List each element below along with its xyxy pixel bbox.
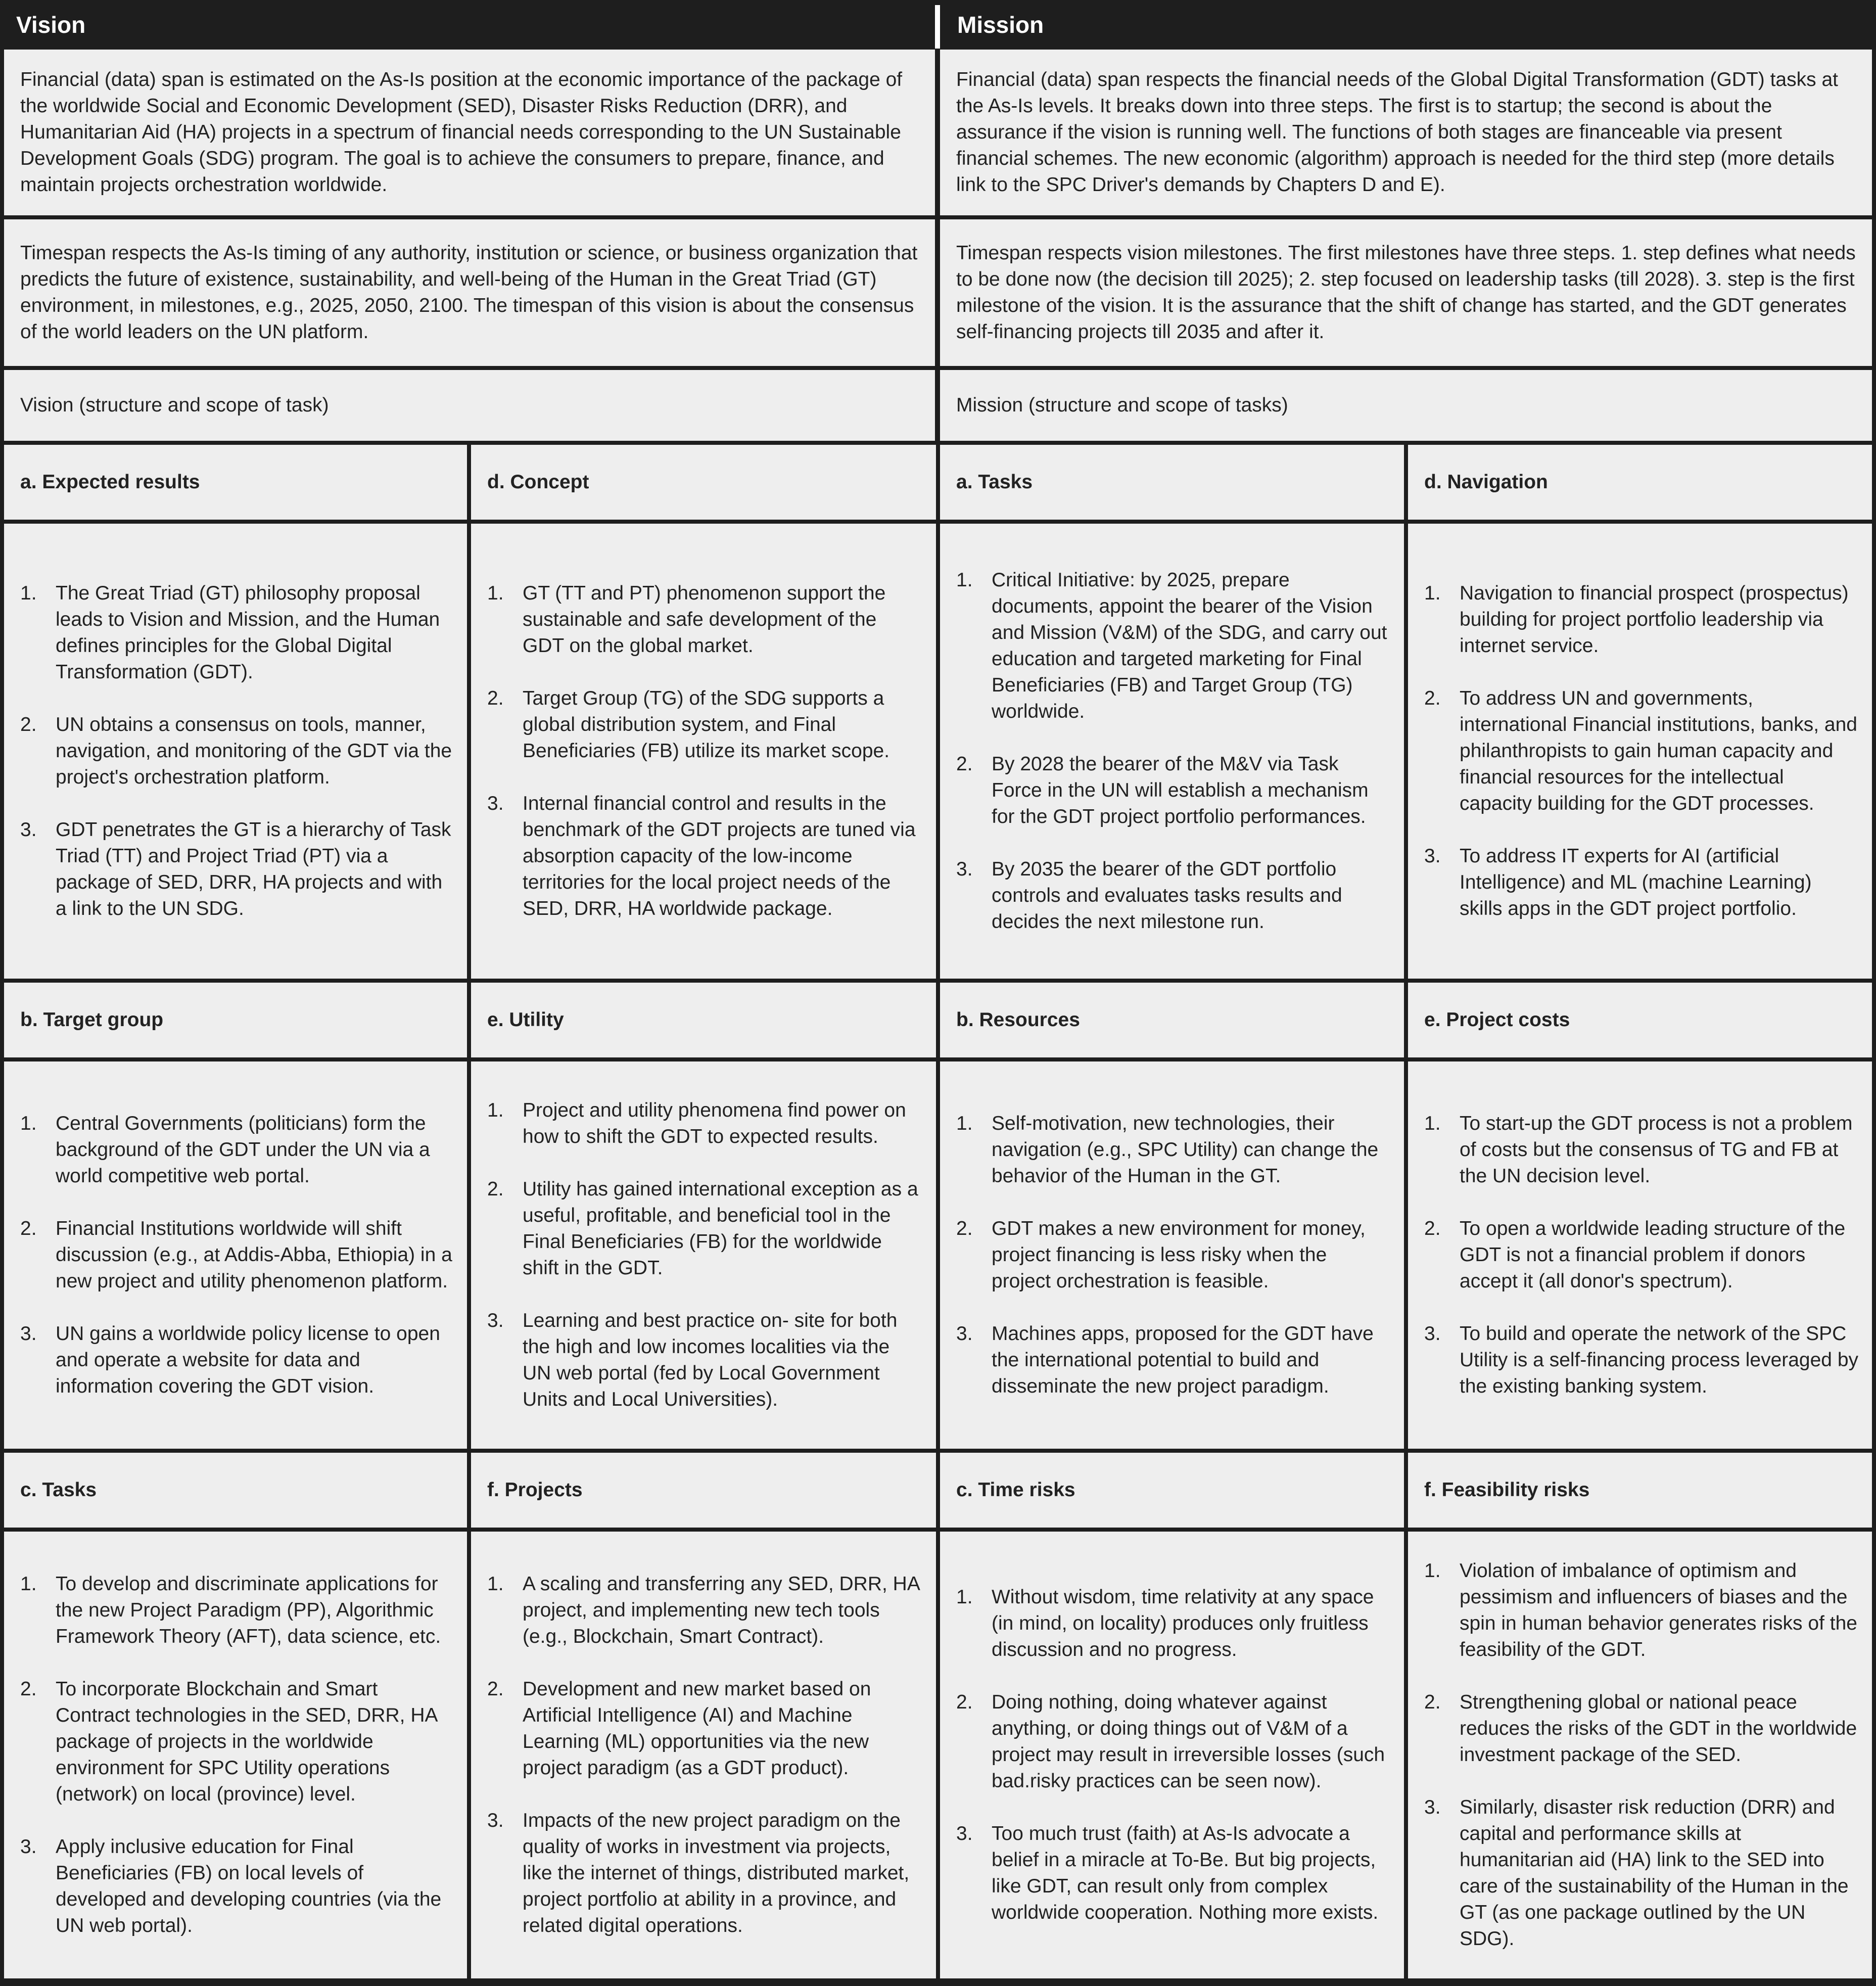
list-item [956, 567, 1391, 725]
resources-list [956, 1111, 1391, 1400]
concept-title-cell [471, 445, 936, 520]
vision-tasks-title-cell [4, 1453, 467, 1528]
list-item-text: Project and utility phenomena find power on how to shift the GDT to expected results. [523, 1099, 906, 1147]
list-item-number: 2. [487, 687, 504, 709]
list-item-number: 3. [1424, 1323, 1441, 1345]
list-item-text: Machines apps, proposed for the GDT have the international potential to build and disseminate the new project paradigm. [992, 1323, 1374, 1397]
list-item-number: 1. [956, 1113, 973, 1134]
list-item [487, 580, 923, 659]
vision-financial-text: Financial (data) span is estimated on the As-Is position at the economic importance of the package of the worldwide Social and Economic Development (SED), Disaster Risks Reduction (DRR), and Humanitarian Aid (HA) projects in a spectrum of financial needs corresponding to the UN Sustainable Development Goals (SDG) program. The goal is to achieve the consumers to prepare, finance, and maintain projects orchestration worldwide. [20, 69, 903, 196]
list-item-number: 1. [1424, 1113, 1441, 1134]
mission-tasks-body-cell [940, 524, 1404, 979]
target-group-list [20, 1111, 454, 1400]
vision-financial-cell [4, 50, 935, 215]
list-item-number: 3. [487, 1310, 504, 1331]
list-item-text: Impacts of the new project paradigm on the quality of works in investment via projects, like the internet of things, distributed market, project portfolio at ability in a province, and related digital operations. [523, 1810, 910, 1936]
list-item [1424, 580, 1859, 659]
list-item [487, 1308, 923, 1413]
list-item [1424, 1321, 1859, 1400]
list-item-text: By 2028 the bearer of the M&V via Task Force in the UN will establish a mechanism for the GDT project portfolio performances. [992, 753, 1369, 827]
vision-header: Vision [0, 0, 934, 50]
mission-tasks-list [956, 567, 1391, 935]
list-item-number: 1. [20, 1573, 37, 1595]
time-risks-title: c. Time risks [956, 1479, 1075, 1501]
resources-title: b. Resources [956, 1009, 1080, 1031]
list-item [20, 712, 454, 791]
list-item-text: Navigation to financial prospect (prospectus) building for project portfolio leadership via internet service. [1460, 582, 1849, 657]
list-item-text: Financial Institutions worldwide will shift discussion (e.g., at Addis-Abba, Ethiopia) in a new project and utility phenomenon platform. [56, 1218, 452, 1292]
list-item-number: 1. [956, 1586, 973, 1608]
list-item [1424, 1216, 1859, 1295]
list-item-number: 2. [956, 1218, 973, 1239]
mission-financial-text: Financial (data) span respects the financial needs of the Global Digital Transformation (GDT) tasks at the As-Is levels. It breaks down into three steps. The first is to startup; the second is about the assurance if the vision is running well. The functions of both stages are financeable via present financial schemes. The new economic (algorithm) approach is needed for the third step (more details link to the SPC Driver's demands by Chapters D and E). [956, 69, 1838, 196]
list-item-text: To build and operate the network of the SPC Utility is a self-financing process leveraged by the existing banking system. [1460, 1323, 1859, 1397]
mission-tasks-title: a. Tasks [956, 471, 1033, 493]
projects-title-cell [471, 1453, 936, 1528]
list-item [20, 580, 454, 685]
list-item [20, 817, 454, 922]
bottom-border [0, 1978, 1876, 1986]
list-item-number: 1. [956, 569, 973, 591]
feasibility-risks-title-cell [1408, 1453, 1872, 1528]
list-item [1424, 1794, 1859, 1952]
list-item-number: 3. [956, 1823, 973, 1844]
header-divider [935, 5, 940, 49]
target-group-title: b. Target group [20, 1009, 164, 1031]
list-item-number: 3. [956, 858, 973, 880]
list-item-number: 2. [956, 1691, 973, 1713]
feasibility-risks-list [1424, 1558, 1859, 1952]
list-item-number: 2. [956, 753, 973, 775]
list-item-number: 2. [20, 1218, 37, 1239]
list-item [487, 791, 923, 922]
list-item [1424, 1689, 1859, 1768]
list-item-number: 2. [20, 1678, 37, 1700]
list-item [20, 1834, 454, 1939]
concept-title: d. Concept [487, 471, 589, 493]
list-item-text: Utility has gained international exception as a useful, profitable, and beneficial tool in the Final Beneficiaries (FB) for the worldwide shift in the GDT. [523, 1178, 918, 1279]
project-costs-title: e. Project costs [1424, 1009, 1570, 1031]
target-group-body-cell [4, 1061, 467, 1449]
feasibility-risks-body-cell [1408, 1532, 1872, 1978]
list-item-number: 3. [20, 819, 37, 841]
list-item [487, 1176, 923, 1281]
list-item-text: To incorporate Blockchain and Smart Contract technologies in the SED, DRR, HA package of projects in the worldwide environment for SPC Utility operations (network) on local (province) level. [56, 1678, 437, 1805]
list-item [1424, 685, 1859, 817]
navigation-list [1424, 580, 1859, 922]
time-risks-title-cell [940, 1453, 1404, 1528]
list-item-number: 1. [20, 582, 37, 604]
list-item-text: Strengthening global or national peace reduces the risks of the GDT in the worldwide investment package of the SED. [1460, 1691, 1857, 1766]
utility-body-cell [471, 1061, 936, 1449]
list-item-text: Too much trust (faith) at As-Is advocate a belief in a miracle at To-Be. But big projects, like GDT, can result only from complex worldwide cooperation. Nothing more exists. [992, 1823, 1379, 1923]
list-item-number: 3. [487, 793, 504, 814]
list-item-text: Learning and best practice on- site for both the high and low incomes localities via the UN web portal (fed by Local Government Units and Local Universities). [523, 1310, 898, 1410]
list-item-text: Doing nothing, doing whatever against anything, or doing things out of V&M of a project may result in irreversible losses (such bad.risky practices can be seen now). [992, 1691, 1385, 1792]
vision-timespan-text: Timespan respects the As-Is timing of any authority, institution or science, or business organization that predicts the future of existence, sustainability, and well-being of the Human in the Great Triad (GT) environment, in milestones, e.g., 2025, 2050, 2100. The timespan of this vision is about the consensus of the world leaders on the UN platform. [20, 242, 918, 343]
project-costs-body-cell [1408, 1061, 1872, 1449]
list-item [956, 856, 1391, 935]
list-item-number: 3. [1424, 845, 1441, 867]
list-item-number: 3. [487, 1810, 504, 1831]
list-item-number: 2. [487, 1178, 504, 1200]
list-item-number: 3. [1424, 1796, 1441, 1818]
list-item-number: 2. [20, 714, 37, 735]
list-item [956, 1821, 1391, 1926]
resources-body-cell [940, 1061, 1404, 1449]
list-item [20, 1571, 454, 1650]
list-item-text: To open a worldwide leading structure of the GDT is not a financial problem if donors accept it (all donor's spectrum). [1460, 1218, 1846, 1292]
list-item-text: To start-up the GDT process is not a problem of costs but the consensus of TG and FB at the UN decision level. [1460, 1113, 1853, 1187]
resources-title-cell [940, 983, 1404, 1057]
list-item-text: Central Governments (politicians) form the background of the GDT under the UN via a world competitive web portal. [56, 1113, 430, 1187]
mission-timespan-cell [940, 219, 1872, 366]
list-item [1424, 1111, 1859, 1189]
vision-tasks-body-cell [4, 1532, 467, 1978]
list-item-number: 1. [487, 1573, 504, 1595]
expected-results-title-cell [4, 445, 467, 520]
list-item-number: 2. [1424, 687, 1441, 709]
list-item-number: 2. [1424, 1218, 1441, 1239]
list-item [20, 1676, 454, 1808]
list-item [487, 685, 923, 764]
list-item-text: By 2035 the bearer of the GDT portfolio controls and evaluates tasks results and decides the next milestone run. [992, 858, 1342, 933]
list-item-number: 1. [487, 1099, 504, 1121]
mission-header: Mission [941, 0, 1876, 50]
navigation-title-cell [1408, 445, 1872, 520]
list-item-text: GT (TT and PT) phenomenon support the sustainable and safe development of the GDT on the global market. [523, 582, 886, 657]
mission-scope-text: Mission (structure and scope of tasks) [956, 394, 1288, 416]
list-item-text: Internal financial control and results in the benchmark of the GDT projects are tuned via absorption capacity of the low-income territories for the local project needs of the SED, DRR, HA worldwide package. [523, 793, 916, 919]
list-item [487, 1808, 923, 1939]
mission-financial-cell [940, 50, 1872, 215]
projects-title: f. Projects [487, 1479, 583, 1501]
vision-tasks-list [20, 1571, 454, 1939]
list-item-number: 3. [20, 1323, 37, 1345]
list-item [956, 751, 1391, 830]
list-item-text: Self-motivation, new technologies, their navigation (e.g., SPC Utility) can change the behavior of the Human in the GT. [992, 1113, 1379, 1187]
list-item [956, 1321, 1391, 1400]
list-item [956, 1216, 1391, 1295]
list-item-text: Target Group (TG) of the SDG supports a global distribution system, and Final Beneficiaries (FB) utilize its market scope. [523, 687, 890, 762]
list-item [20, 1216, 454, 1295]
list-item [956, 1584, 1391, 1663]
list-item-text: GDT makes a new environment for money, project financing is less risky when the project orchestration is feasible. [992, 1218, 1366, 1292]
list-item-text: Critical Initiative: by 2025, prepare documents, appoint the bearer of the Vision and Mission (V&M) of the SDG, and carry out education and targeted marketing for Final Beneficiaries (FB) and Target Group (TG) worldwide. [992, 569, 1387, 722]
list-item-number: 1. [487, 582, 504, 604]
list-item-text: The Great Triad (GT) philosophy proposal leads to Vision and Mission, and the Human defines principles for the Global Digital Transformation (GDT). [56, 582, 440, 683]
project-costs-title-cell [1408, 983, 1872, 1057]
expected-results-title: a. Expected results [20, 471, 200, 493]
list-item-text: UN obtains a consensus on tools, manner, navigation, and monitoring of the GDT via the project's orchestration platform. [56, 714, 452, 788]
list-item-number: 3. [20, 1836, 37, 1858]
list-item-text: Apply inclusive education for Final Beneficiaries (FB) on local levels of developed and developing countries (via the UN web portal). [56, 1836, 442, 1936]
list-item-text: To address UN and governments, international Financial institutions, banks, and philanthropists to gain human capacity and financial resources for the intellectual capacity building for the GDT processes. [1460, 687, 1857, 814]
list-item-text: To develop and discriminate applications for the new Project Paradigm (PP), Algorithmic Framework Theory (AFT), data science, etc. [56, 1573, 441, 1647]
vision-timespan-cell [4, 219, 935, 366]
list-item [487, 1097, 923, 1150]
project-costs-list [1424, 1111, 1859, 1400]
list-item-number: 2. [487, 1678, 504, 1700]
list-item-text: Development and new market based on Artificial Intelligence (AI) and Machine Learning (ML) opportunities via the new project paradigm (as a GDT product). [523, 1678, 871, 1779]
list-item-text: A scaling and transferring any SED, DRR, HA project, and implementing new tech tools (e.g., Blockchain, Smart Contract). [523, 1573, 919, 1647]
expected-results-list [20, 580, 454, 922]
utility-list [487, 1097, 923, 1413]
list-item-number: 1. [1424, 1560, 1441, 1582]
concept-list [487, 580, 923, 922]
list-item-number: 1. [1424, 582, 1441, 604]
list-item [956, 1111, 1391, 1189]
mission-timespan-text: Timespan respects vision milestones. The first milestones have three steps. 1. step defines what needs to be done now (the decision till 2025); 2. step focused on leadership tasks (till 2028). 3. step is the first milestone of the vision. It is the assurance that the shift of change has started, and the GDT generates self-financing projects till 2035 and after it. [956, 242, 1856, 343]
list-item-text: GDT penetrates the GT is a hierarchy of Task Triad (TT) and Project Triad (PT) via a package of SED, DRR, HA projects and with a link to the UN SDG. [56, 819, 451, 919]
list-item [1424, 1558, 1859, 1663]
list-item [487, 1571, 923, 1650]
list-item [1424, 843, 1859, 922]
feasibility-risks-title: f. Feasibility risks [1424, 1479, 1590, 1501]
list-item-text: To address IT experts for AI (artificial Intelligence) and ML (machine Learning) skills apps in the GDT project portfolio. [1460, 845, 1812, 919]
list-item-number: 1. [20, 1113, 37, 1134]
concept-body-cell [471, 524, 936, 979]
vision-tasks-title: c. Tasks [20, 1479, 97, 1501]
utility-title-cell [471, 983, 936, 1057]
list-item [956, 1689, 1391, 1794]
projects-body-cell [471, 1532, 936, 1978]
projects-list [487, 1571, 923, 1939]
list-item-text: Violation of imbalance of optimism and pessimism and influencers of biases and the spin in human behavior generates risks of the feasibility of the GDT. [1460, 1560, 1857, 1660]
navigation-title: d. Navigation [1424, 471, 1548, 493]
expected-results-body-cell [4, 524, 467, 979]
vision-scope-text: Vision (structure and scope of task) [20, 394, 329, 416]
time-risks-list [956, 1584, 1391, 1926]
list-item-text: Without wisdom, time relativity at any space (in mind, on locality) produces only fruitless discussion and no progress. [992, 1586, 1374, 1660]
vision-scope-cell [4, 370, 935, 441]
mission-tasks-title-cell [940, 445, 1404, 520]
list-item-number: 2. [1424, 1691, 1441, 1713]
list-item [20, 1111, 454, 1189]
time-risks-body-cell [940, 1532, 1404, 1978]
list-item [487, 1676, 923, 1781]
list-item-number: 3. [956, 1323, 973, 1345]
list-item-text: UN gains a worldwide policy license to open and operate a website for data and information covering the GDT vision. [56, 1323, 440, 1397]
mission-scope-cell [940, 370, 1872, 441]
target-group-title-cell [4, 983, 467, 1057]
utility-title: e. Utility [487, 1009, 564, 1031]
navigation-body-cell [1408, 524, 1872, 979]
list-item-text: Similarly, disaster risk reduction (DRR) and capital and performance skills at humanitarian aid (HA) link to the SED into care of the sustainability of the Human in the GT (as one package outlined by the UN SDG). [1460, 1796, 1849, 1950]
list-item [20, 1321, 454, 1400]
